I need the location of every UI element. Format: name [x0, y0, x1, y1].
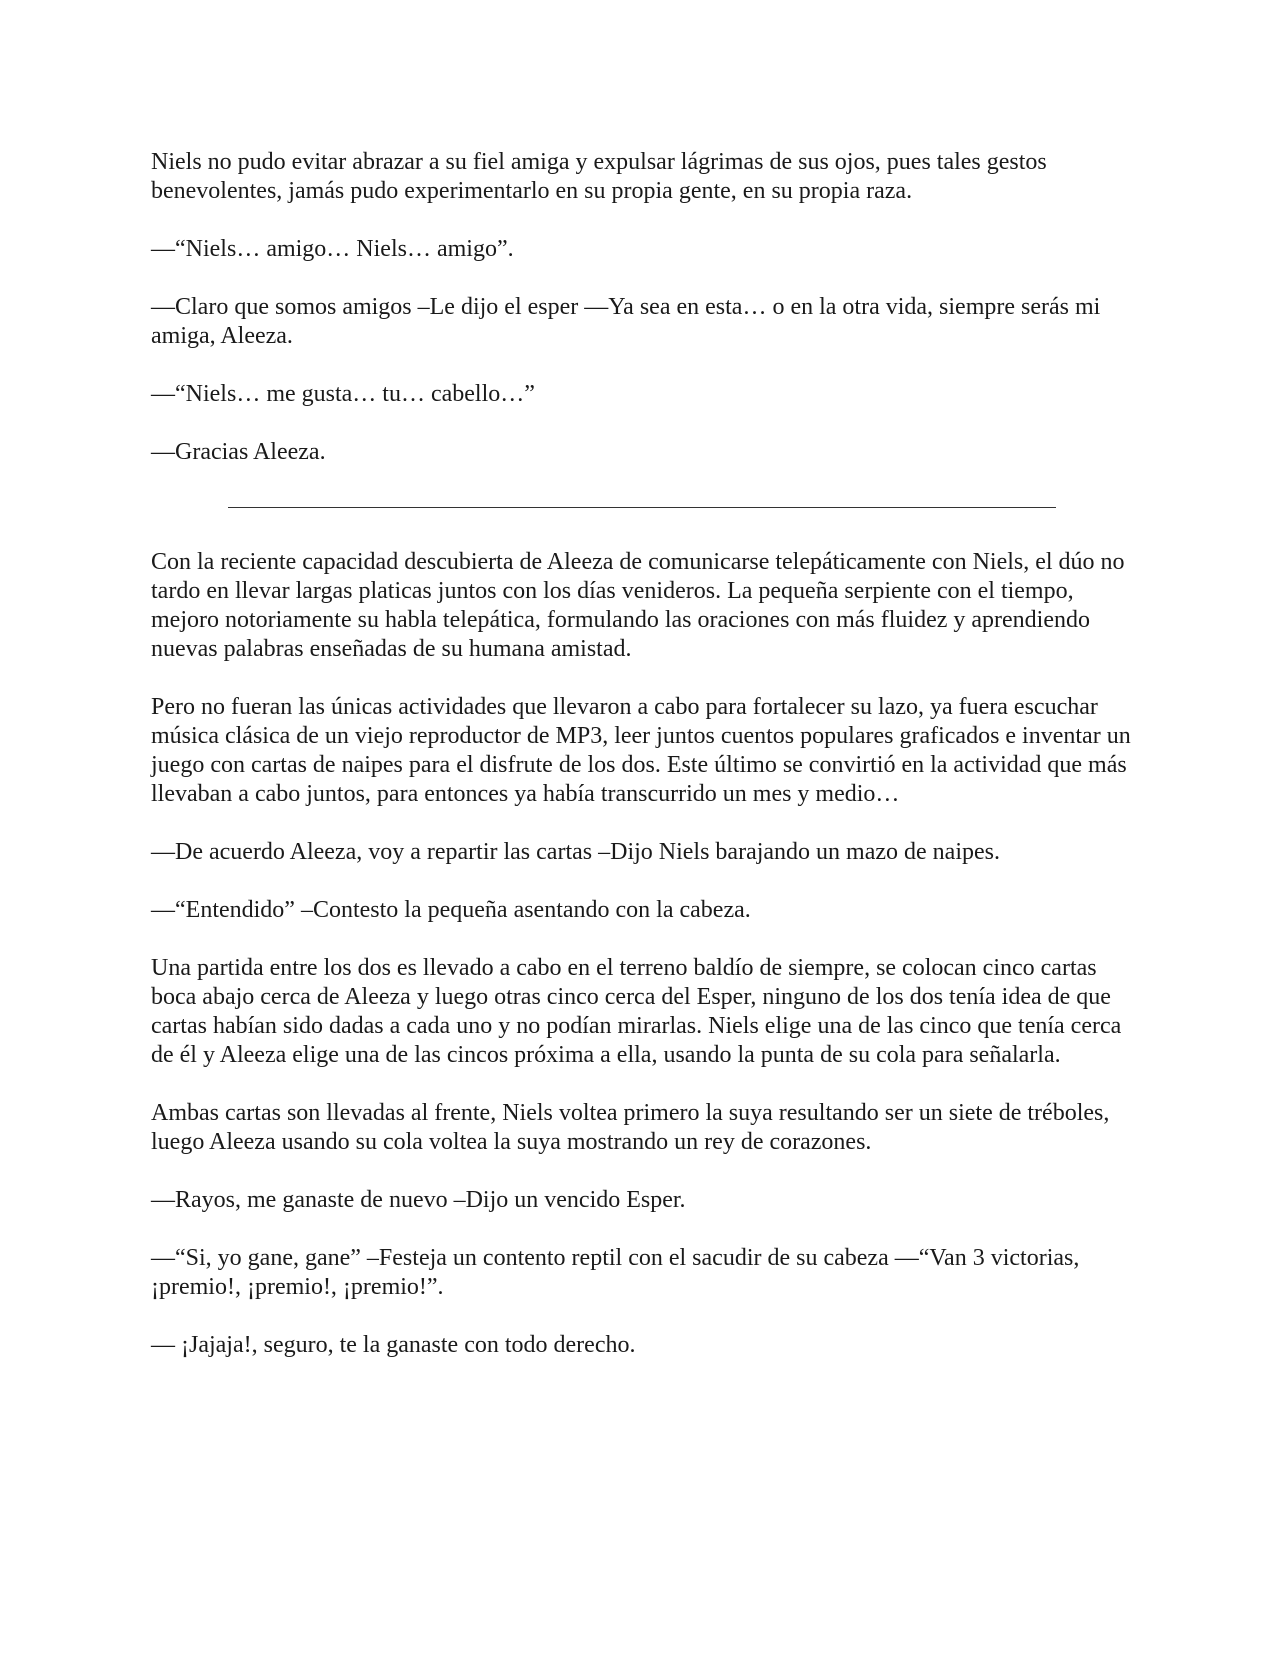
paragraph: Una partida entre los dos es llevado a cabo en el terreno baldío de siempre, se colocan cinco cartas boca abajo cerca de Aleeza y luego otras cinco cerca del Esper, ninguno de los dos tenía idea de que cartas habían sido dadas a cada uno y no podían mirarlas. Niels elige una de las cinco que tenía cerca de él y Aleeza elige una de las cincos próxima a ella, usando la punta de su cola para señalarla.: [151, 955, 1122, 1068]
paragraph: —Rayos, me ganaste de nuevo –Dijo un vencido Esper.: [151, 1187, 686, 1213]
paragraph: —“Niels… amigo… Niels… amigo”.: [151, 236, 514, 262]
paragraph: Pero no fueran las únicas actividades que llevaron a cabo para fortalecer su lazo, ya fuera escuchar música clásica de un viejo reproductor de MP3, leer juntos cuentos populares graficados e inventar un juego con cartas de naipes para el disfrute de los dos. Este último se convirtió en la actividad que más llevaban a cabo juntos, para entonces ya había transcurrido un mes y medio…: [151, 694, 1131, 807]
section-divider: [228, 507, 1056, 508]
paragraph: —Claro que somos amigos –Le dijo el esper —Ya sea en esta… o en la otra vida, siempre serás mi amiga, Aleeza.: [151, 294, 1101, 349]
paragraph: —“Niels… me gusta… tu… cabello…”: [151, 381, 535, 407]
paragraph: Con la reciente capacidad descubierta de Aleeza de comunicarse telepáticamente con Niels, el dúo no tardo en llevar largas platicas juntos con los días venideros. La pequeña serpiente con el tiempo, mejoro notoriamente su habla telepática, formulando las oraciones con más fluidez y aprendiendo nuevas palabras enseñadas de su humana amistad.: [151, 549, 1125, 662]
paragraph: —“Entendido” –Contesto la pequeña asentando con la cabeza.: [151, 897, 751, 923]
paragraph: —De acuerdo Aleeza, voy a repartir las cartas –Dijo Niels barajando un mazo de naipes.: [151, 839, 1000, 865]
paragraph: Ambas cartas son llevadas al frente, Niels voltea primero la suya resultando ser un siete de tréboles, luego Aleeza usando su cola voltea la suya mostrando un rey de corazones.: [151, 1100, 1110, 1155]
paragraph: Niels no pudo evitar abrazar a su fiel amiga y expulsar lágrimas de sus ojos, pues tales gestos benevolentes, jamás pudo experimentarlo en su propia gente, en su propia raza.: [151, 149, 1047, 204]
document-page: [151, 148, 1136, 1389]
paragraph: — ¡Jajaja!, seguro, te la ganaste con todo derecho.: [151, 1332, 636, 1358]
paragraph: —Gracias Aleeza.: [151, 439, 326, 465]
paragraph: —“Si, yo gane, gane” –Festeja un contento reptil con el sacudir de su cabeza —“Van 3 victorias, ¡premio!, ¡premio!, ¡premio!”.: [151, 1245, 1080, 1300]
